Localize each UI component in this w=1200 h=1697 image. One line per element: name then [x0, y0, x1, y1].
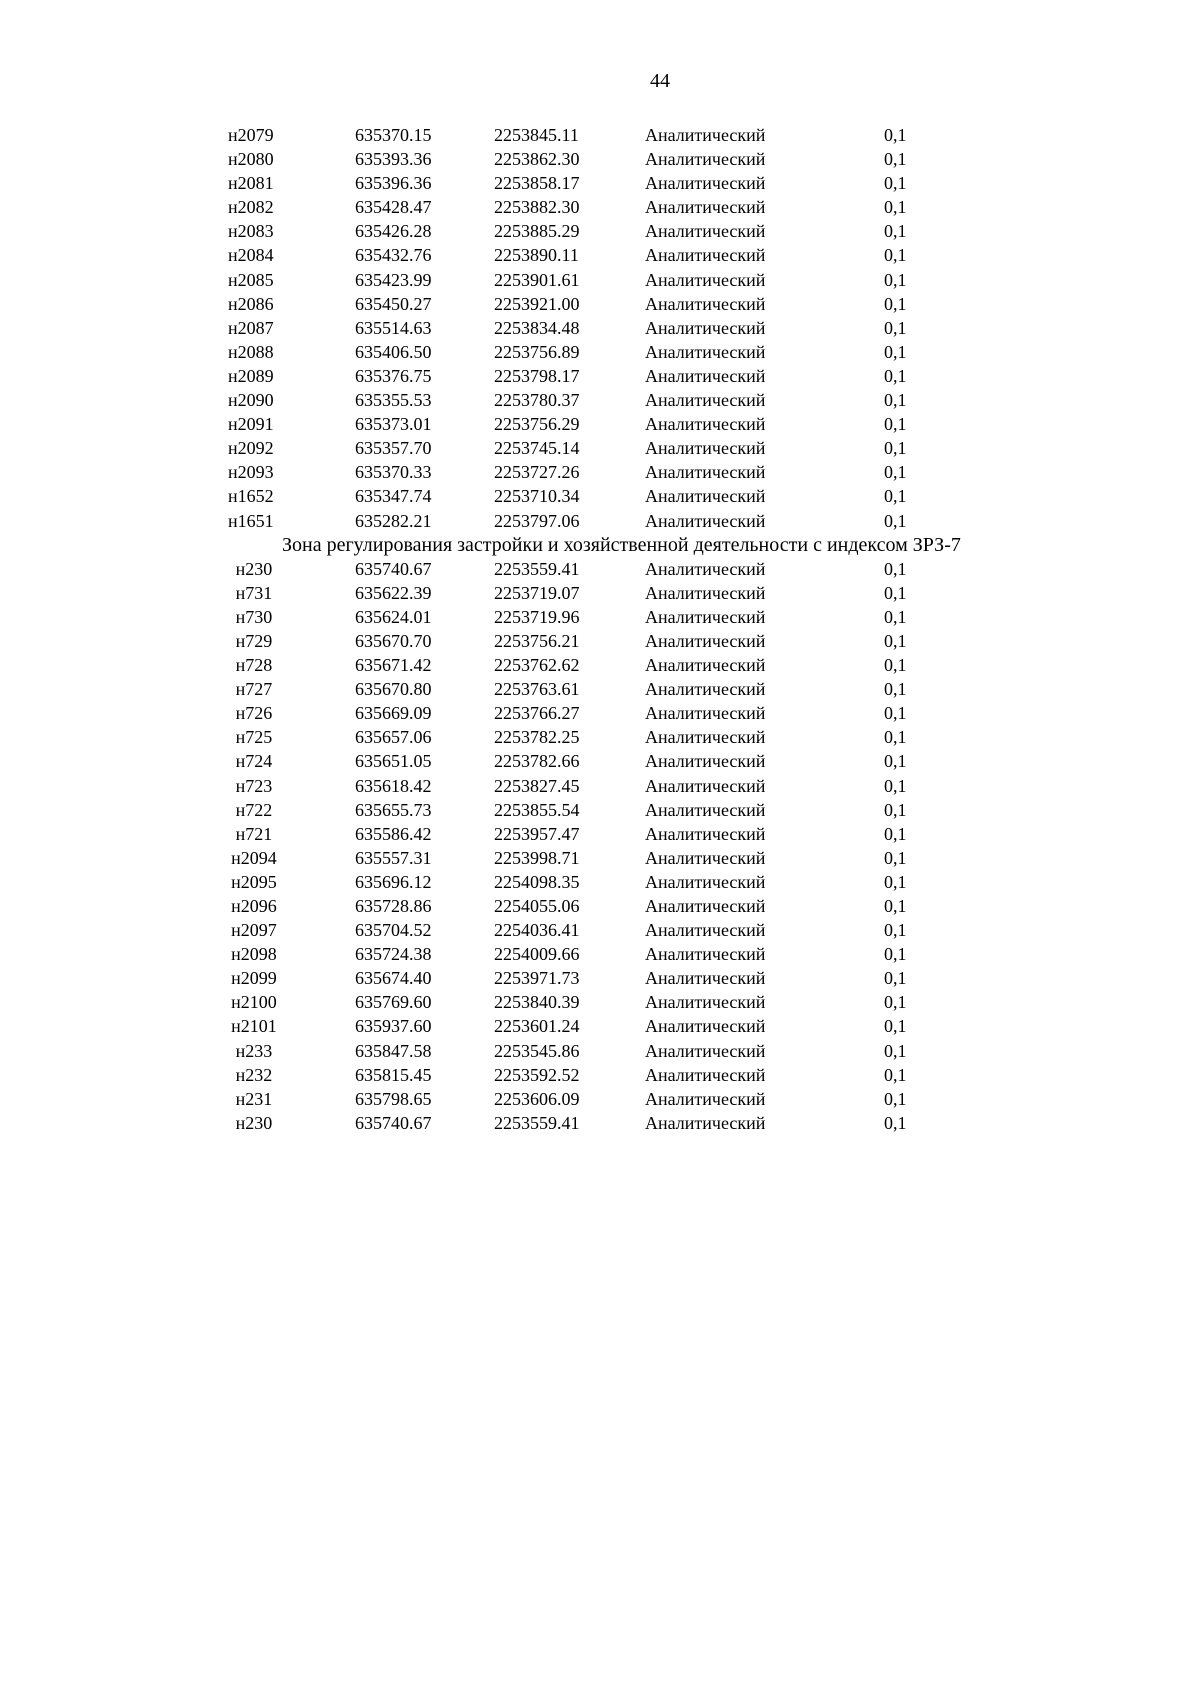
table-row: [0, 364, 1200, 388]
accuracy-cell: 0,1: [884, 847, 907, 868]
x-coordinate-cell: 635622.39: [355, 582, 432, 603]
point-name-cell: н2087: [228, 317, 274, 338]
x-coordinate-cell: 635357.70: [355, 438, 432, 459]
y-coordinate-cell: 2253727.26: [494, 462, 580, 483]
accuracy-cell: 0,1: [884, 775, 907, 796]
accuracy-cell: 0,1: [884, 390, 907, 411]
y-coordinate-cell: 2253780.37: [494, 390, 580, 411]
accuracy-cell: 0,1: [884, 173, 907, 194]
point-name-cell: н2096: [231, 896, 277, 916]
x-coordinate-cell: 635406.50: [355, 341, 432, 362]
method-cell: Аналитический: [645, 920, 766, 941]
table-row: [0, 243, 1200, 267]
x-coordinate-cell: 635373.01: [355, 414, 432, 435]
y-coordinate-cell: 2253890.11: [494, 245, 579, 266]
y-coordinate-cell: 2254009.66: [494, 944, 580, 965]
table-row: [0, 605, 1200, 629]
table-row: [0, 1087, 1200, 1111]
table-row: [0, 1014, 1200, 1038]
accuracy-cell: 0,1: [884, 992, 907, 1013]
accuracy-cell: 0,1: [884, 149, 907, 170]
accuracy-cell: 0,1: [884, 317, 907, 338]
accuracy-cell: 0,1: [884, 1064, 907, 1085]
point-name-cell: н724: [235, 751, 273, 772]
accuracy-cell: 0,1: [884, 197, 907, 218]
x-coordinate-cell: 635423.99: [355, 269, 432, 290]
table-section-1: [0, 123, 1200, 533]
x-coordinate-cell: 635740.67: [355, 558, 432, 579]
method-cell: Аналитический: [645, 679, 766, 700]
point-name-cell: н2097: [231, 920, 277, 941]
y-coordinate-cell: 2253766.27: [494, 703, 580, 724]
point-name-cell: н2098: [231, 944, 277, 965]
point-name-cell: н728: [235, 655, 273, 676]
method-cell: Аналитический: [645, 221, 766, 242]
y-coordinate-cell: 2254098.35: [494, 871, 580, 892]
x-coordinate-cell: 635769.60: [355, 992, 432, 1013]
y-coordinate-cell: 2253782.66: [494, 751, 580, 772]
accuracy-cell: 0,1: [884, 582, 907, 603]
accuracy-cell: 0,1: [884, 341, 907, 362]
table-row: [0, 581, 1200, 605]
accuracy-cell: 0,1: [884, 679, 907, 700]
table-row: [0, 942, 1200, 966]
accuracy-cell: 0,1: [884, 606, 907, 627]
point-name-cell: н2085: [228, 269, 274, 290]
point-name-cell: н233: [235, 1040, 273, 1061]
method-cell: Аналитический: [645, 968, 766, 989]
y-coordinate-cell: 2253719.07: [494, 582, 580, 603]
x-coordinate-cell: 635670.80: [355, 679, 432, 700]
table-row: [0, 460, 1200, 484]
x-coordinate-cell: 635728.86: [355, 896, 432, 916]
table-row: [0, 653, 1200, 677]
table-row: [0, 798, 1200, 822]
point-name-cell: н722: [235, 799, 273, 820]
accuracy-cell: 0,1: [884, 438, 907, 459]
method-cell: Аналитический: [645, 606, 766, 627]
point-name-cell: н1652: [228, 486, 274, 507]
table-section-2: [0, 557, 1200, 1135]
point-name-cell: н2084: [228, 245, 274, 266]
accuracy-cell: 0,1: [884, 245, 907, 266]
accuracy-cell: 0,1: [884, 655, 907, 676]
point-name-cell: н723: [235, 775, 273, 796]
table-row: [0, 340, 1200, 364]
point-name-cell: н2101: [231, 1016, 277, 1037]
table-row: [0, 195, 1200, 219]
x-coordinate-cell: 635428.47: [355, 197, 432, 218]
x-coordinate-cell: 635674.40: [355, 968, 432, 989]
table-row: [0, 292, 1200, 316]
x-coordinate-cell: 635724.38: [355, 944, 432, 965]
y-coordinate-cell: 2253855.54: [494, 799, 580, 820]
accuracy-cell: 0,1: [884, 365, 907, 386]
y-coordinate-cell: 2253592.52: [494, 1064, 580, 1085]
x-coordinate-cell: 635282.21: [355, 510, 432, 531]
accuracy-cell: 0,1: [884, 751, 907, 772]
x-coordinate-cell: 635393.36: [355, 149, 432, 170]
x-coordinate-cell: 635426.28: [355, 221, 432, 242]
point-name-cell: н721: [235, 823, 273, 844]
y-coordinate-cell: 2253710.34: [494, 486, 580, 507]
table-row: [0, 123, 1200, 147]
point-name-cell: н2080: [228, 149, 274, 170]
table-row: [0, 484, 1200, 508]
method-cell: Аналитический: [645, 1040, 766, 1061]
accuracy-cell: 0,1: [884, 944, 907, 965]
x-coordinate-cell: 635370.15: [355, 125, 432, 145]
point-name-cell: н731: [235, 582, 273, 603]
x-coordinate-cell: 635376.75: [355, 365, 432, 386]
x-coordinate-cell: 635432.76: [355, 245, 432, 266]
table-row: [0, 1039, 1200, 1063]
method-cell: Аналитический: [645, 655, 766, 676]
point-name-cell: н727: [235, 679, 273, 700]
x-coordinate-cell: 635655.73: [355, 799, 432, 820]
x-coordinate-cell: 635847.58: [355, 1040, 432, 1061]
table-row: [0, 725, 1200, 749]
page-number: 44: [650, 70, 670, 92]
method-cell: Аналитический: [645, 871, 766, 892]
point-name-cell: н2082: [228, 197, 274, 218]
x-coordinate-cell: 635815.45: [355, 1064, 432, 1085]
method-cell: Аналитический: [645, 486, 766, 507]
y-coordinate-cell: 2253957.47: [494, 823, 580, 844]
accuracy-cell: 0,1: [884, 414, 907, 435]
x-coordinate-cell: 635624.01: [355, 606, 432, 627]
x-coordinate-cell: 635798.65: [355, 1088, 432, 1109]
method-cell: Аналитический: [645, 197, 766, 218]
point-name-cell: н2093: [228, 462, 274, 483]
table-row: [0, 147, 1200, 171]
accuracy-cell: 0,1: [884, 558, 907, 579]
method-cell: Аналитический: [645, 1112, 766, 1133]
y-coordinate-cell: 2253901.61: [494, 269, 580, 290]
y-coordinate-cell: 2253559.41: [494, 558, 580, 579]
y-coordinate-cell: 2253885.29: [494, 221, 580, 242]
point-name-cell: н2090: [228, 390, 274, 411]
x-coordinate-cell: 635347.74: [355, 486, 432, 507]
method-cell: Аналитический: [645, 775, 766, 796]
section-title: Зона регулирования застройки и хозяйственной деятельности с индексом ЗРЗ-7: [282, 533, 961, 556]
accuracy-cell: 0,1: [884, 630, 907, 651]
method-cell: Аналитический: [645, 582, 766, 603]
method-cell: Аналитический: [645, 992, 766, 1013]
y-coordinate-cell: 2253798.17: [494, 365, 580, 386]
table-row: [0, 629, 1200, 653]
table-row: [0, 966, 1200, 990]
point-name-cell: н1651: [228, 510, 274, 531]
accuracy-cell: 0,1: [884, 703, 907, 724]
table-row: [0, 412, 1200, 436]
point-name-cell: н2091: [228, 414, 274, 435]
y-coordinate-cell: 2253763.61: [494, 679, 580, 700]
x-coordinate-cell: 635657.06: [355, 727, 432, 748]
table-row: [0, 171, 1200, 195]
table-row: [0, 749, 1200, 773]
x-coordinate-cell: 635669.09: [355, 703, 432, 724]
y-coordinate-cell: 2253797.06: [494, 510, 580, 531]
y-coordinate-cell: 2253862.30: [494, 149, 580, 170]
point-name-cell: н2088: [228, 341, 274, 362]
point-name-cell: н2099: [231, 968, 277, 989]
x-coordinate-cell: 635618.42: [355, 775, 432, 796]
table-row: [0, 557, 1200, 581]
x-coordinate-cell: 635670.70: [355, 630, 432, 651]
y-coordinate-cell: 2253545.86: [494, 1040, 580, 1061]
y-coordinate-cell: 2253971.73: [494, 968, 580, 989]
y-coordinate-cell: 2253756.89: [494, 341, 580, 362]
y-coordinate-cell: 2254055.06: [494, 896, 580, 916]
method-cell: Аналитический: [645, 751, 766, 772]
method-cell: Аналитический: [645, 245, 766, 266]
y-coordinate-cell: 2253998.71: [494, 847, 580, 868]
y-coordinate-cell: 2253921.00: [494, 293, 580, 314]
y-coordinate-cell: 2253745.14: [494, 438, 580, 459]
table-row: [0, 822, 1200, 846]
point-name-cell: н2092: [228, 438, 274, 459]
y-coordinate-cell: 2253882.30: [494, 197, 580, 218]
accuracy-cell: 0,1: [884, 269, 907, 290]
point-name-cell: н729: [235, 630, 273, 651]
point-name-cell: н230: [235, 558, 273, 579]
accuracy-cell: 0,1: [884, 293, 907, 314]
accuracy-cell: 0,1: [884, 1040, 907, 1061]
method-cell: Аналитический: [645, 173, 766, 194]
method-cell: Аналитический: [645, 558, 766, 579]
table-row: [0, 436, 1200, 460]
accuracy-cell: 0,1: [884, 823, 907, 844]
point-name-cell: н2095: [231, 871, 277, 892]
method-cell: Аналитический: [645, 462, 766, 483]
point-name-cell: н730: [235, 606, 273, 627]
x-coordinate-cell: 635696.12: [355, 871, 432, 892]
y-coordinate-cell: 2253840.39: [494, 992, 580, 1013]
point-name-cell: н726: [235, 703, 273, 724]
method-cell: Аналитический: [645, 341, 766, 362]
method-cell: Аналитический: [645, 847, 766, 868]
y-coordinate-cell: 2253601.24: [494, 1016, 580, 1037]
method-cell: Аналитический: [645, 365, 766, 386]
method-cell: Аналитический: [645, 414, 766, 435]
accuracy-cell: 0,1: [884, 1016, 907, 1037]
table-row: [0, 388, 1200, 412]
x-coordinate-cell: 635704.52: [355, 920, 432, 941]
point-name-cell: н2089: [228, 365, 274, 386]
x-coordinate-cell: 635450.27: [355, 293, 432, 314]
accuracy-cell: 0,1: [884, 920, 907, 941]
x-coordinate-cell: 635740.67: [355, 1112, 432, 1133]
method-cell: Аналитический: [645, 269, 766, 290]
x-coordinate-cell: 635396.36: [355, 173, 432, 194]
point-name-cell: н2083: [228, 221, 274, 242]
x-coordinate-cell: 635355.53: [355, 390, 432, 411]
point-name-cell: н2100: [231, 992, 277, 1013]
method-cell: Аналитический: [645, 896, 766, 916]
y-coordinate-cell: 2253782.25: [494, 727, 580, 748]
x-coordinate-cell: 635586.42: [355, 823, 432, 844]
method-cell: Аналитический: [645, 125, 766, 145]
accuracy-cell: 0,1: [884, 486, 907, 507]
method-cell: Аналитический: [645, 944, 766, 965]
point-name-cell: н2094: [231, 847, 277, 868]
y-coordinate-cell: 2253858.17: [494, 173, 580, 194]
table-row: [0, 677, 1200, 701]
method-cell: Аналитический: [645, 823, 766, 844]
accuracy-cell: 0,1: [884, 462, 907, 483]
coordinates-table: [0, 123, 1200, 1135]
method-cell: Аналитический: [645, 703, 766, 724]
table-row: [0, 990, 1200, 1014]
x-coordinate-cell: 635370.33: [355, 462, 432, 483]
y-coordinate-cell: 2253845.11: [494, 125, 579, 145]
y-coordinate-cell: 2253559.41: [494, 1112, 580, 1133]
y-coordinate-cell: 2253719.96: [494, 606, 580, 627]
accuracy-cell: 0,1: [884, 1112, 907, 1133]
x-coordinate-cell: 635514.63: [355, 317, 432, 338]
method-cell: Аналитический: [645, 630, 766, 651]
point-name-cell: н2079: [228, 125, 274, 145]
method-cell: Аналитический: [645, 1064, 766, 1085]
x-coordinate-cell: 635671.42: [355, 655, 432, 676]
point-name-cell: н230: [235, 1112, 273, 1133]
x-coordinate-cell: 635651.05: [355, 751, 432, 772]
table-row: [0, 268, 1200, 292]
accuracy-cell: 0,1: [884, 727, 907, 748]
table-row: [0, 774, 1200, 798]
accuracy-cell: 0,1: [884, 1088, 907, 1109]
y-coordinate-cell: 2253827.45: [494, 775, 580, 796]
table-row: [0, 1063, 1200, 1087]
point-name-cell: н2081: [228, 173, 274, 194]
point-name-cell: н232: [235, 1064, 273, 1085]
y-coordinate-cell: 2254036.41: [494, 920, 580, 941]
accuracy-cell: 0,1: [884, 871, 907, 892]
y-coordinate-cell: 2253606.09: [494, 1088, 580, 1109]
table-row: [0, 870, 1200, 894]
method-cell: Аналитический: [645, 727, 766, 748]
method-cell: Аналитический: [645, 510, 766, 531]
table-row: [0, 846, 1200, 870]
method-cell: Аналитический: [645, 799, 766, 820]
table-row: [0, 918, 1200, 942]
y-coordinate-cell: 2253762.62: [494, 655, 580, 676]
table-row: [0, 316, 1200, 340]
method-cell: Аналитический: [645, 293, 766, 314]
accuracy-cell: 0,1: [884, 510, 907, 531]
y-coordinate-cell: 2253834.48: [494, 317, 580, 338]
point-name-cell: н725: [235, 727, 273, 748]
method-cell: Аналитический: [645, 1016, 766, 1037]
table-row: [0, 701, 1200, 725]
point-name-cell: н2086: [228, 293, 274, 314]
table-row: [0, 219, 1200, 243]
table-row: [0, 894, 1200, 918]
method-cell: Аналитический: [645, 438, 766, 459]
accuracy-cell: 0,1: [884, 896, 907, 916]
y-coordinate-cell: 2253756.29: [494, 414, 580, 435]
point-name-cell: н231: [235, 1088, 273, 1109]
accuracy-cell: 0,1: [884, 221, 907, 242]
method-cell: Аналитический: [645, 149, 766, 170]
y-coordinate-cell: 2253756.21: [494, 630, 580, 651]
method-cell: Аналитический: [645, 317, 766, 338]
x-coordinate-cell: 635937.60: [355, 1016, 432, 1037]
method-cell: Аналитический: [645, 1088, 766, 1109]
accuracy-cell: 0,1: [884, 968, 907, 989]
accuracy-cell: 0,1: [884, 799, 907, 820]
accuracy-cell: 0,1: [884, 125, 907, 145]
table-row: [0, 1111, 1200, 1135]
table-row: [0, 509, 1200, 533]
method-cell: Аналитический: [645, 390, 766, 411]
x-coordinate-cell: 635557.31: [355, 847, 432, 868]
